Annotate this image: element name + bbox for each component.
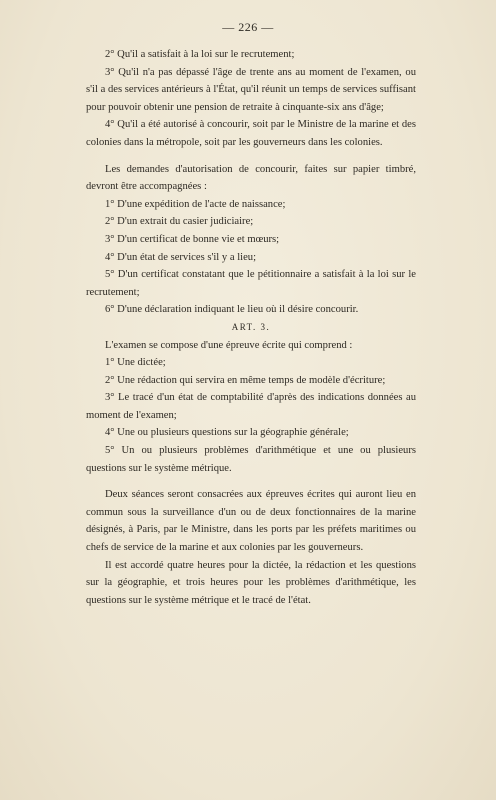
exam-intro: L'examen se compose d'une épreuve écrite qui comprend : — [105, 339, 353, 351]
document-item-4: 4° D'un état de services s'il y a lieu; — [105, 251, 257, 263]
exam-item-4: 4° Une ou plusieurs questions sur la géographie générale; — [105, 427, 349, 439]
exam-item-2: 2° Une rédaction qui servira en même temps de modèle d'écriture; — [105, 374, 386, 386]
condition-2: 2° Qu'il a satisfait à la loi sur le recrutement; — [105, 49, 295, 60]
condition-3: 3° Qu'il n'a pas dépassé l'âge de trente ans au moment de l'examen, ou s'il a des services antérieurs à l'État, qu'il réunit un temps de services suffisant pour pouvoir obtenir une pension de retraite à cinquante-six ans d'âge; — [86, 66, 416, 113]
condition-4: 4° Qu'il a été autorisé à concourir, soit par le Ministre de la marine et des colonies dans la métropole, soit par les gouverneurs dans les colonies. — [86, 119, 416, 148]
exam-item-5: 5° Un ou plusieurs problèmes d'arithmétique et une ou plusieurs questions sur le système métrique. — [86, 445, 416, 474]
requests-intro: Les demandes d'autorisation de concourir, faites sur papier timbré, devront être accompagnées : — [86, 163, 416, 193]
document-item-2: 2° D'un extrait du casier judiciaire; — [105, 216, 254, 228]
exam-item-3: 3° Le tracé d'un état de comptabilité d'après des indications données au moment de l'examen; — [86, 392, 416, 421]
page-number: — 226 — — [222, 20, 274, 34]
exam-item-1: 1° Une dictée; — [105, 357, 166, 369]
duration-paragraph: Il est accordé quatre heures pour la dictée, la rédaction et les questions sur la géographie, et trois heures pour les problèmes d'arithmétique, les questions sur le système métrique et le tracé de l'état. — [86, 559, 416, 606]
sessions-paragraph: Deux séances seront consacrées aux épreuves écrites qui auront lieu en commun sous la surveillance d'un ou de deux fonctionnaires de la marine désignés, à Paris, par le Ministre, dans les ports par les préfets maritimes ou chefs de service de la marine et aux colonies par les gouverneurs. — [86, 489, 416, 554]
body-text — [86, 46, 416, 609]
article-heading: ART. 3. — [231, 321, 271, 332]
document-item-3: 3° D'un certificat de bonne vie et mœurs; — [105, 233, 280, 245]
document-item-5: 5° D'un certificat constatant que le pétitionnaire a satisfait à la loi sur le recrutement; — [86, 269, 416, 298]
document-item-6: 6° D'une déclaration indiquant le lieu où il désire concourir. — [105, 304, 359, 316]
document-item-1: 1° D'une expédition de l'acte de naissance; — [105, 198, 286, 210]
